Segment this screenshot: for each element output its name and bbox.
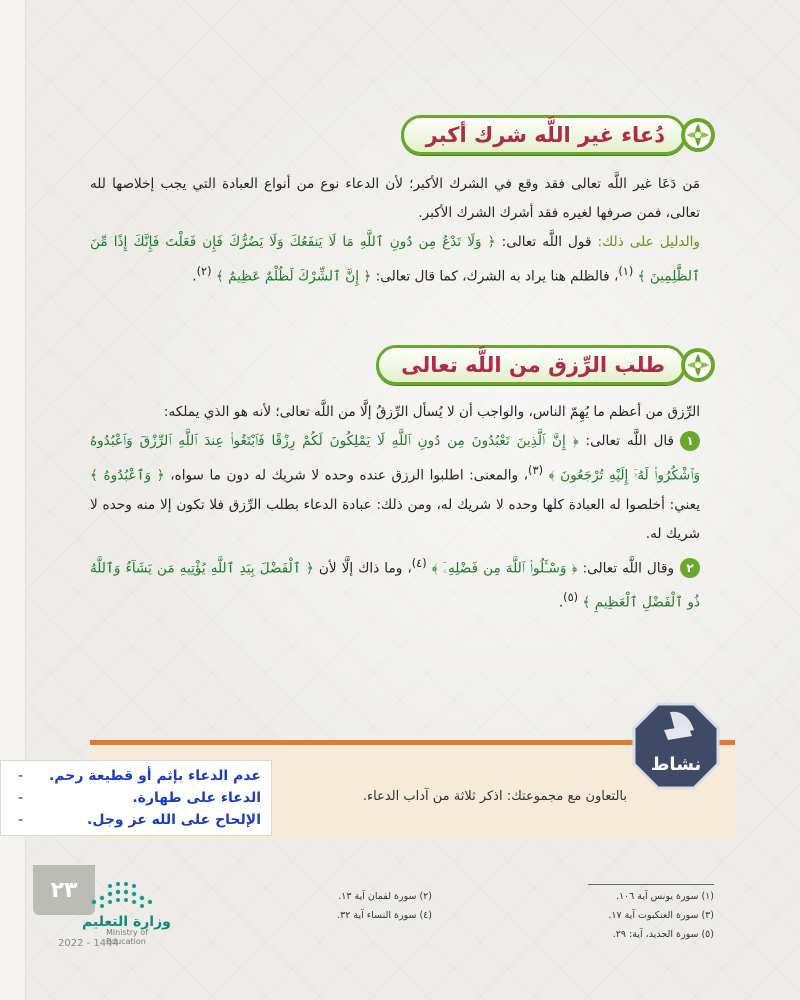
footnote-5: (٥) سورة الحديد، آية: ٢٩. — [612, 929, 714, 940]
section1-paragraph: مَن دَعَا غير اللَّه تعالى فقد وقع في الشرك الأكبر؛ لأن الدعاء نوع من أنواع العبادة التي يجب إخلاصها لله تعالى، فمن صرفها لغيره فقد أشرك الشرك الأكبر. — [90, 176, 700, 221]
evidence-intro: قول اللَّه تعالى: — [495, 234, 598, 250]
footnote-ref-4: (٤) — [411, 555, 427, 570]
ministry-logo-icon — [84, 872, 204, 916]
footnote-1: (١) سورة يونس آية ١٠٦. — [615, 891, 714, 902]
answer-item — [1, 809, 261, 831]
flower-ornament-icon — [678, 345, 718, 385]
answers-box — [0, 760, 272, 836]
item-number-2: ٢ — [680, 558, 700, 578]
footnote-ref-1: (١) — [618, 264, 634, 278]
item1-meaning: ، والمعنى: اطلبوا الرزق عنده وحده لا شريك له دون ما سواه، — [164, 467, 529, 484]
item-number-1: ١ — [680, 431, 700, 451]
footnotes-right — [608, 887, 714, 944]
footnote-ref-3: (٣) — [528, 463, 543, 477]
edition-year: 2022 - 1444 — [58, 938, 119, 949]
section2-title: طلب الرِّزق من اللَّه تعالى — [401, 353, 665, 377]
section1-body — [90, 170, 700, 292]
answer-item — [1, 787, 261, 809]
page-edge — [0, 0, 26, 1000]
section1-evidence — [90, 228, 700, 292]
footnote-ref-2: (٢) — [196, 264, 212, 278]
section1-header — [401, 112, 718, 158]
activity-badge — [630, 700, 722, 792]
ministry-name-en: Ministry of Education — [106, 928, 148, 946]
item1-tail: يعني: أخلصوا له العبادة كلها وحده لا شريك له، ومن ذلك: عبادة الدعاء بطلب الرِّزق فلا تكون إلا منه وحده لا شريك له. — [90, 496, 700, 542]
section2-paragraph: الرِّزق من أعظم ما يُهِمّ الناس، والواجب أن لا يُسأل الرِّزقُ إلَّا من اللَّه تعالى؛ لأنه هو الذي يملكه: — [163, 404, 700, 420]
answer-dash: - — [17, 790, 23, 806]
answers-list — [1, 761, 271, 831]
footnotes-left — [337, 887, 432, 925]
flower-ornament-icon — [678, 115, 718, 155]
item2-verse-b: ﴿ ٱلْفَضْلَ بِيَدِ ٱللَّهِ يُؤْتِيهِ مَن يَشَآءُ وَٱللَّهُ ذُو ٱلْفَضْلِ ٱلْعَظِيمِ ﴾ — [90, 560, 700, 611]
section2-header — [376, 342, 718, 388]
item2-verse: ﴿ وَسْـَٔلُوا۟ ٱللَّهَ مِن فَضْلِهِۦٓ ﴾ — [431, 560, 578, 577]
answer-text-3: الإلحاح على الله عز وجل. — [87, 812, 261, 828]
item2-intro: وقال اللَّه تعالى: — [577, 560, 675, 577]
activity-badge-label: نشاط — [650, 754, 702, 775]
answer-dash: - — [17, 812, 23, 828]
ministry-logo — [26, 872, 176, 952]
page-number: ٢٣ — [33, 865, 95, 915]
footnote-2: (٢) سورة لقمان آية ١٣. — [338, 891, 432, 902]
activity-task: بالتعاون مع مجموعتك: اذكر ثلاثة من آداب الدعاء. — [362, 789, 627, 804]
answer-text-2: الدعاء على طهارة. — [132, 790, 261, 806]
section1-title: دُعاء غير اللَّه شرك أكبر — [425, 123, 665, 147]
evidence-mid: ، فالظلم هنا يراد به الشرك، كما قال تعالى: — [371, 268, 619, 285]
section2-body — [90, 398, 700, 618]
activity-octagon-icon — [630, 700, 722, 792]
answer-dash: - — [17, 768, 23, 784]
verse-1: ﴿ وَلَا تَدْعُ مِن دُونِ ٱللَّهِ مَا لَا يَنفَعُكَ وَلَا يَضُرُّكَ فَإِن فَعَلْتَ فَإِنَّكَ إِذًا مِّنَ ٱلظَّٰلِمِينَ ﴾ — [90, 234, 700, 285]
footnote-4: (٤) سورة النساء آية ٣٢. — [337, 910, 432, 921]
item1-verse: ﴿ إِنَّ ٱلَّذِينَ تَعْبُدُونَ مِن دُونِ ٱللَّهِ لَا يَمْلِكُونَ لَكُمْ رِزْقًا فَٱبْتَغُوا۟ عِندَ ٱللَّهِ ٱلرِّزْقَ وَٱعْبُدُوهُ وَٱشْكُرُوا۟ لَهُۥٓ إِلَيْهِ تُرْجَعُونَ ﴾ — [90, 433, 701, 484]
evidence-lead: والدليل على ذلك: — [597, 234, 700, 250]
item1-verse-b: ﴿ وَٱعْبُدُوهُ ﴾ — [90, 467, 165, 484]
item1-intro: قال اللَّه تعالى: — [578, 433, 674, 449]
answer-text-1: عدم الدعاء بإثم أو قطيعة رحم. — [48, 768, 261, 784]
footnote-3: (٣) سورة العنكبوت آية ١٧. — [608, 910, 714, 921]
list-item-1 — [90, 427, 700, 549]
ministry-name-ar: وزارة التعليم — [82, 914, 171, 930]
evidence-end: . — [192, 268, 197, 285]
answer-item — [1, 765, 261, 787]
footnote-divider — [588, 884, 714, 885]
list-item-2 — [90, 549, 700, 618]
footnote-ref-5: (٥) — [563, 590, 579, 605]
verse-2: ﴿ إِنَّ ٱلشِّرْكَ لَظُلْمٌ عَظِيمٌ ﴾ — [215, 268, 372, 285]
item2-mid: ، وما ذاك إلَّا لأن — [313, 560, 412, 577]
item2-end: . — [558, 594, 564, 611]
